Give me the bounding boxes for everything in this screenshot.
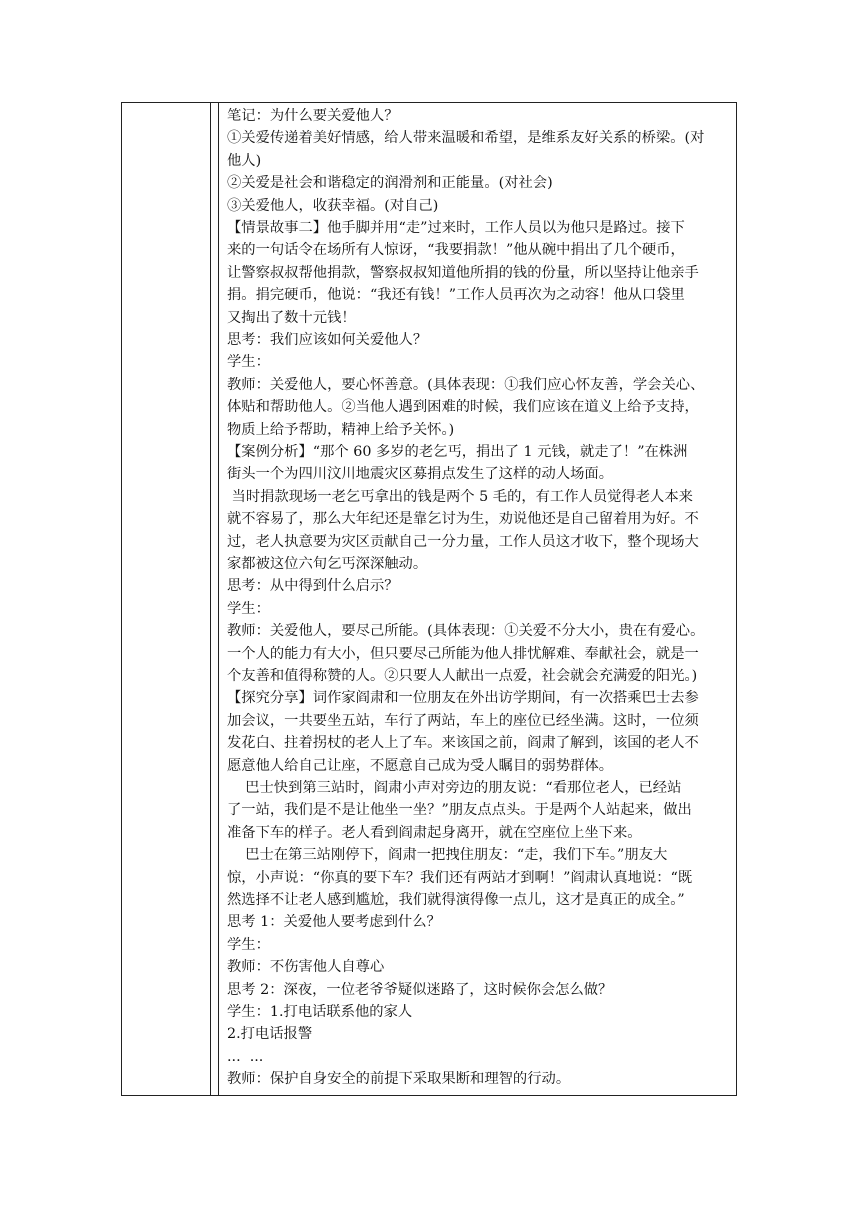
text-line: 捐。捐完硬币，他说：“我还有钱！”工作人员再次为之动容！他从口袋里 (227, 287, 685, 304)
text-line: 思考 1：关爱他人要考虑到什么？ (227, 914, 441, 931)
text-line: 让警察叔叔帮他捐款，警察叔叔知道他所捐的钱的份量，所以坚持让他亲手 (227, 264, 699, 281)
text-line: 物质上给予帮助，精神上给予关怀。) (227, 421, 455, 438)
text-line: 思考 2：深夜，一位老爷爷疑似迷路了，这时候你会怎么做？ (227, 981, 613, 998)
text-line: 来的一句话令在场所有人惊讶，“我要捐款！”他从碗中捐出了几个硬币， (227, 242, 685, 259)
text-line: 思考：我们应该如何关爱他人？ (227, 332, 428, 348)
text-line: 学生： (227, 600, 270, 617)
text-line: ①关爱传递着美好情感，给人带来温暖和希望，是维系友好关系的桥梁。(对 (227, 130, 705, 147)
text-line: 准备下车的样子。老人看到阎肃起身离开，就在空座位上坐下来。 (227, 824, 642, 841)
text-line: 笔记：为什么要关爱他人？ (227, 108, 399, 124)
text-line: 思考：从中得到什么启示？ (227, 578, 399, 595)
table-left-cell (122, 103, 211, 1095)
text-line: 教师：关爱他人，要心怀善意。(具体表现：①我们应心怀友善，学会关心、 (227, 376, 705, 393)
text-line: 一个人的能力有大小，但只要尽己所能为他人排忧解难、奉献社会，就是一 (227, 645, 699, 662)
text-line: 【案例分析】“那个 60 多岁的老乞丐，捐出了 1 元钱，就走了！”在株洲 (227, 444, 688, 460)
text-line: 了一站，我们是不是让他坐一坐？”朋友点点头。于是两个人站起来，做出 (227, 802, 692, 819)
text-line: 惊，小声说：“你真的要下车？我们还有两站才到啊！”阎肃认真地说：“既 (227, 869, 693, 886)
text-line: ③关爱他人，收获幸福。(对自己) (227, 197, 439, 214)
text-line: 街头一个为四川汶川地震灾区募捐点发生了这样的动人场面。 (227, 466, 614, 483)
text-line: 体贴和帮助他人。②当他人遇到困难的时候，我们应该在道义上给予支持， (227, 399, 699, 416)
text-line: 过，老人执意要为灾区贡献自己一分力量，工作人员这才收下，整个现场大 (227, 533, 699, 550)
text-line: 他人) (227, 152, 262, 169)
text-line: 家都被这位六旬乞丐深深触动。 (227, 556, 428, 572)
lesson-table (121, 102, 737, 1096)
text-line: 就不容易了，那么大年纪还是靠乞讨为生，劝说他还是自己留着用为好。不 (227, 511, 699, 528)
text-line: 学生：1.打电话联系他的家人 (227, 1004, 413, 1020)
text-line: 【情景故事二】他手脚并用“走”过来时，工作人员以为他只是路过。接下 (227, 220, 685, 236)
text-line: 巴士在第三站刚停下，阎肃一把拽住朋友：“走，我们下车。”朋友大 (227, 847, 668, 864)
text-line: 加会议，一共要坐五站，车行了两站，车上的座位已经坐满。这时，一位须 (227, 712, 699, 729)
text-line: 发花白、拄着拐杖的老人上了车。来该国之前，阎肃了解到，该国的老人不 (227, 735, 699, 752)
text-line: 巴士快到第三站时，阎肃小声对旁边的朋友说：“看那位老人，已经站 (227, 780, 682, 796)
table-content-cell (219, 103, 736, 1095)
text-line: 当时捐款现场一老乞丐拿出的钱是两个 5 毛的，有工作人员觉得老人本来 (227, 488, 693, 505)
text-line: 教师：不伤害他人自尊心 (227, 959, 385, 976)
table-narrow-cell (211, 103, 219, 1095)
text-line: 愿意他人给自己让座，不愿意自己成为受人瞩目的弱势群体。 (227, 757, 614, 774)
text-line: 又掏出了数十元钱！ (227, 309, 356, 326)
text-line: 2.打电话报警 (227, 1026, 313, 1043)
text-line: 【探究分享】词作家阎肃和一位朋友在外出访学期间，有一次搭乘巴士去参 (227, 690, 699, 707)
text-line: 学生： (227, 354, 270, 371)
text-line: 个友善和值得称赞的人。②只要人人献出一点爱，社会就会充满爱的阳光。) (227, 668, 698, 684)
text-line: ... ... (227, 1048, 264, 1065)
text-line: 教师：关爱他人，要尽己所能。(具体表现：①关爱不分大小，贵在有爱心。 (227, 623, 705, 640)
text-line: 教师：保护自身安全的前提下采取果断和理智的行动。 (227, 1071, 571, 1088)
text-line: 然选择不让老人感到尴尬，我们就得演得像一点儿，这才是真正的成全。” (227, 892, 685, 908)
text-line: 学生： (227, 936, 270, 953)
text-line: ②关爱是社会和谐稳定的润滑剂和正能量。(对社会) (227, 175, 553, 192)
